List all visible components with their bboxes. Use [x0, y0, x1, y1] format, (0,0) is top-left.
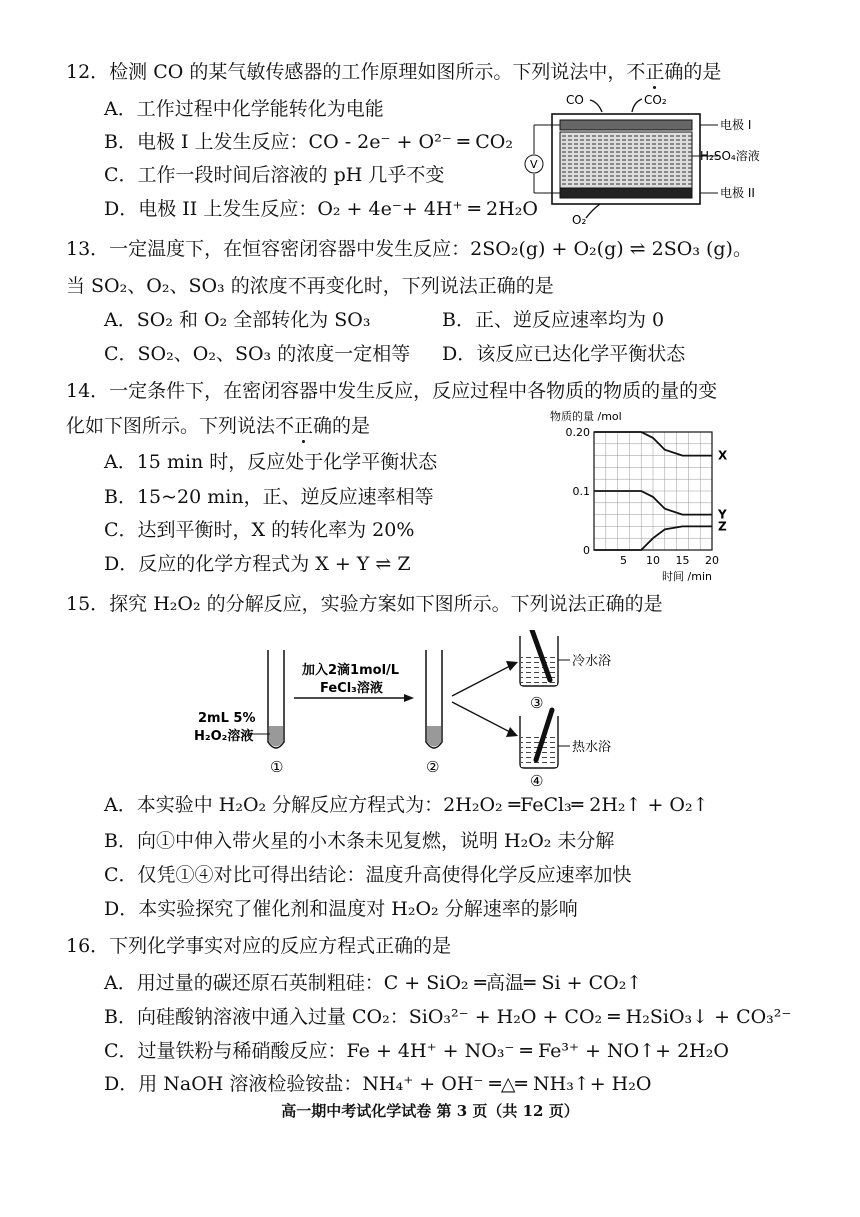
q13-option-c[interactable]: C．SO₂、O₂、SO₃ 的浓度一定相等	[104, 343, 411, 365]
q15-option-b[interactable]: B．向①中伸入带火星的小木条未见复燃，说明 H₂O₂ 未分解	[104, 830, 615, 852]
x-tick-label: 5	[620, 554, 627, 567]
q12-option-a[interactable]: A．工作过程中化学能转化为电能	[104, 98, 384, 120]
solution-label: H₂SO₄溶液	[700, 149, 760, 163]
q16-option-b[interactable]: B．向硅酸钠溶液中通入过量 CO₂：SiO₃²⁻ + H₂O + CO₂ ═ H₂SiO₃↓ + CO₃²⁻	[104, 1006, 792, 1028]
q16-option-d[interactable]: D．用 NaOH 溶液检验铵盐：NH₄⁺ + OH⁻ ═△═ NH₃↑+ H₂O	[104, 1073, 652, 1095]
q16-option-a[interactable]: A．用过量的碳还原石英制粗硅：C + SiO₂ ═高温═ Si + CO₂↑	[104, 972, 643, 994]
q12-option-c[interactable]: C．工作一段时间后溶液的 pH 几乎不变	[104, 164, 445, 186]
q14-option-a[interactable]: A．15 min 时，反应处于化学平衡状态	[104, 451, 438, 473]
q12-stem: 12．检测 CO 的某气敏传感器的工作原理如图所示。下列说法中，不正确的是	[66, 61, 722, 83]
q15-option-a[interactable]: A．本实验中 H₂O₂ 分解反应方程式为：2H₂O₂ ═FeCl₃═ 2H₂↑ + O₂↑	[104, 794, 709, 816]
q13-stem-1: 13．一定温度下，在恒容密闭容器中发生反应：2SO₂(g) + O₂(g) ⇌ 2SO₃ (g)。	[66, 238, 752, 260]
x-axis-label: 时间 /min	[662, 570, 712, 583]
q15-option-d[interactable]: D．本实验探究了催化剂和温度对 H₂O₂ 分解速率的影响	[104, 898, 578, 920]
q12-option-d[interactable]: D．电极 II 上发生反应：O₂ + 4e⁻+ 4H⁺ ═ 2H₂O	[104, 198, 538, 220]
q13-option-d[interactable]: D．该反应已达化学平衡状态	[442, 343, 686, 365]
electrode2-label: 电极 II	[720, 186, 755, 200]
x-tick-label: 20	[705, 554, 719, 567]
q14-option-b[interactable]: B．15~20 min，正、逆反应速率相等	[104, 486, 434, 508]
x-tick-label: 15	[675, 554, 690, 567]
reagent-name: H₂O₂溶液	[194, 729, 254, 744]
tube-4-label: ④	[530, 772, 544, 790]
tube-1-label: ①	[270, 758, 284, 776]
q13-stem-2: 当 SO₂、O₂、SO₃ 的浓度不再变化时，下列说法正确的是	[66, 275, 554, 297]
co-label: CO	[566, 93, 584, 107]
gas-sensor-diagram	[520, 86, 790, 226]
q16-stem: 16．下列化学事实对应的反应方程式正确的是	[66, 935, 452, 957]
y-tick-label: 0.20	[565, 426, 590, 439]
q15-option-c[interactable]: C．仅凭①④对比可得出结论：温度升高使得化学反应速率加快	[104, 864, 632, 886]
q16-option-c[interactable]: C．过量铁粉与稀硝酸反应：Fe + 4H⁺ + NO₃⁻ ═ Fe³⁺ + NO↑+ 2H₂O	[104, 1040, 729, 1062]
co2-label: CO₂	[644, 93, 667, 107]
q12-option-b[interactable]: B．电极 I 上发生反应：CO - 2e⁻ + O²⁻ ═ CO₂	[104, 131, 513, 153]
q14-option-d[interactable]: D．反应的化学方程式为 X + Y ⇌ Z	[104, 553, 411, 575]
cold-bath-label: 冷水浴	[572, 654, 612, 669]
tube-2-label: ②	[426, 758, 440, 776]
tube-3-label: ③	[530, 694, 544, 712]
q13-option-a[interactable]: A．SO₂ 和 O₂ 全部转化为 SO₃	[104, 309, 371, 331]
y-axis-label: 物质的量 /mol	[550, 410, 622, 423]
x-tick-label: 10	[646, 554, 660, 567]
hot-bath-label: 热水浴	[572, 740, 612, 755]
add-catalyst-2: FeCl₃溶液	[320, 681, 383, 696]
series-label-z: Z	[718, 519, 727, 534]
y-tick-label: 0	[583, 544, 590, 557]
amount-time-chart	[548, 408, 768, 586]
q13-option-b[interactable]: B．正、逆反应速率均为 0	[442, 309, 665, 331]
q14-stem-2: 化如下图所示。下列说法不正确的是	[66, 415, 371, 437]
experiment-diagram	[190, 630, 660, 790]
y-tick-label: 0.1	[572, 485, 590, 498]
voltmeter-label: V	[530, 158, 538, 171]
q14-option-c[interactable]: C．达到平衡时，X 的转化率为 20%	[104, 519, 415, 541]
q14-stem-1: 14．一定条件下，在密闭容器中发生反应，反应过程中各物质的物质的量的变	[66, 380, 718, 402]
o2-label: O₂	[572, 213, 587, 226]
reagent-amount: 2mL 5%	[198, 711, 256, 726]
series-label-x: X	[718, 448, 728, 463]
q15-stem: 15．探究 H₂O₂ 的分解反应，实验方案如下图所示。下列说法正确的是	[66, 593, 663, 615]
series-label-y: Y	[718, 507, 727, 522]
electrode1-label: 电极 I	[720, 118, 752, 132]
add-catalyst-1: 加入2滴1mol/L	[302, 663, 400, 678]
page-footer: 高一期中考试化学试卷 第 3 页（共 12 页）	[281, 1102, 579, 1120]
